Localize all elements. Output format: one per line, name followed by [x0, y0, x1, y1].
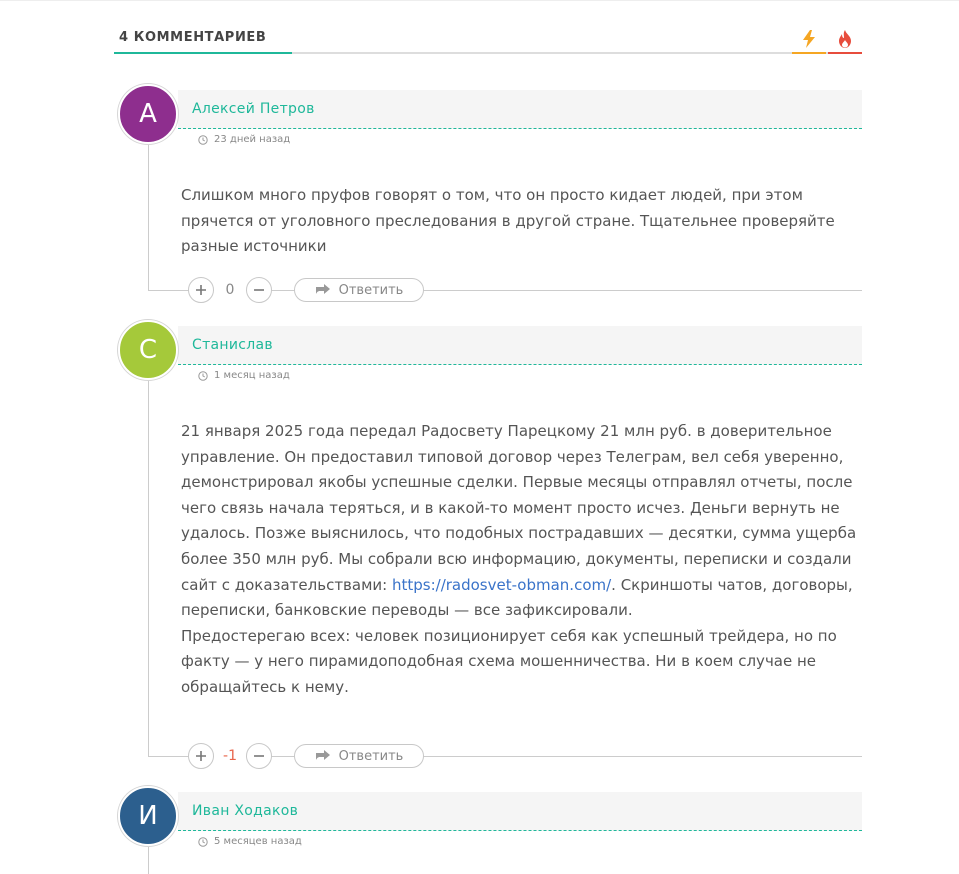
lightning-icon [802, 30, 816, 48]
upvote-button[interactable] [188, 743, 214, 769]
comment-item [114, 786, 862, 868]
sort-newest-button[interactable] [792, 28, 826, 54]
vote-score: -1 [214, 748, 246, 764]
avatar[interactable]: С [118, 320, 178, 380]
minus-icon [253, 750, 265, 762]
avatar[interactable]: А [118, 84, 178, 144]
clock-icon [198, 135, 208, 145]
reply-button[interactable] [294, 744, 424, 768]
comment-header [178, 326, 862, 365]
comment-author[interactable]: Алексей Петров [192, 101, 315, 117]
comment-author[interactable]: Станислав [192, 337, 273, 353]
plus-icon [195, 284, 207, 296]
avatar[interactable]: И [118, 786, 178, 846]
comment-paragraph: Слишком много пруфов говорят о том, что он просто кидает людей, при этом прячется от уголовного преследования в другой стране. Тщательнее проверяйте разные источники [181, 186, 835, 256]
comment-meta [198, 134, 290, 145]
comment-paragraph: Предостерегаю всех: человек позиционирует себя как успешный трейдера, но по факту — у него пирамидоподобная схема мошенничества. Ни в коем случае не обращайтесь к нему. [181, 626, 837, 696]
sort-newest-indicator [792, 52, 826, 54]
downvote-button[interactable] [246, 277, 272, 303]
comments-count-title: 4 КОММЕНТАРИЕВ [119, 30, 267, 45]
comment-text [181, 183, 861, 260]
comment-text [181, 419, 861, 701]
comment-text-part: . Скриншоты чатов, договоры, переписки, банковские переводы — все зафиксировали. [181, 575, 853, 620]
thread-line [148, 378, 149, 756]
clock-icon [198, 837, 208, 847]
comment-text-part: 21 января 2025 года передал Радосвету Парецкому 21 млн руб. в доверительное управление. Он предоставил типовой договор через Телеграм, вел себя уверенно, демонстрировал якобы успешные сделки. Первые месяцы отправлял отчеты, после чего связь начала теряться, и в какой-то момент просто исчез. Деньги вернуть не удалось. Позже выяснилось, что подобных пострадавших — десятки, сумма ущерба более 350 млн руб. Мы собрали всю информацию, документы, переписки и создали сайт с доказательствами: [181, 422, 857, 594]
reply-arrow-icon [315, 750, 331, 762]
comments-header [114, 28, 862, 56]
comment-time[interactable]: 23 дней назад [214, 134, 291, 145]
comment-actions [188, 743, 424, 769]
reply-label: Ответить [338, 282, 404, 298]
thread-line [148, 142, 149, 290]
clock-icon [198, 371, 208, 381]
sort-hottest-button[interactable] [828, 28, 862, 54]
plus-icon [195, 750, 207, 762]
top-divider [0, 0, 959, 1]
comment-meta [198, 370, 290, 381]
vote-score: 0 [214, 282, 246, 298]
flame-icon [838, 30, 852, 48]
reply-button[interactable] [294, 278, 424, 302]
comment-item [114, 84, 862, 304]
minus-icon [253, 284, 265, 296]
comment-author[interactable]: Иван Ходаков [192, 803, 299, 819]
comment-actions [188, 277, 424, 303]
thread-line [148, 844, 149, 874]
reply-arrow-icon [315, 284, 331, 296]
reply-label: Ответить [338, 748, 404, 764]
comment-time[interactable]: 5 месяцев назад [214, 836, 302, 847]
comment-item [114, 320, 862, 770]
upvote-button[interactable] [188, 277, 214, 303]
header-underline-accent [114, 52, 292, 54]
comment-time[interactable]: 1 месяц назад [214, 370, 290, 381]
comment-paragraph [181, 419, 861, 624]
evidence-link[interactable]: https://radosvet-obman.com/ [391, 575, 612, 594]
comment-meta [198, 836, 302, 847]
sort-hottest-indicator [828, 52, 862, 54]
downvote-button[interactable] [246, 743, 272, 769]
